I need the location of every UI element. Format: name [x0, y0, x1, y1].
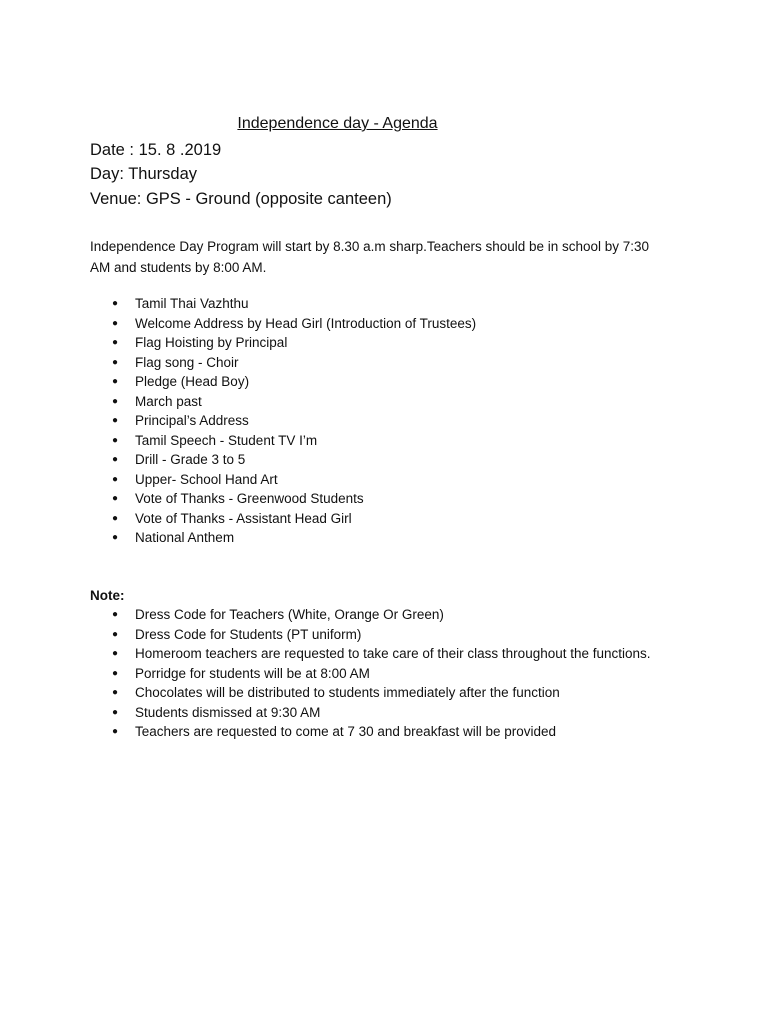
- program-item-text: Tamil Speech - Student TV I’m: [135, 432, 318, 448]
- bullet-icon: ●: [112, 317, 119, 329]
- note-item-text: Homeroom teachers are requested to take care of their class throughout the functions.: [135, 646, 651, 661]
- program-item-text: Pledge (Head Boy): [135, 374, 250, 389]
- bullet-icon: ●: [112, 493, 119, 504]
- program-item-text: Vote of Thanks - Greenwood Students: [135, 491, 364, 506]
- program-item: [90, 489, 476, 509]
- note-item-text: Chocolates will be distributed to students immediately after the function: [135, 685, 560, 700]
- note-item: [90, 722, 651, 742]
- bullet-icon: ●: [112, 395, 119, 407]
- bullet-icon: ●: [112, 687, 119, 698]
- bullet-icon: ●: [112, 706, 119, 718]
- program-item-text: March past: [135, 393, 202, 409]
- bullet-icon: ●: [112, 628, 119, 640]
- bullet-icon: ●: [112, 726, 119, 737]
- program-item-text: Flag Hoisting by Principal: [135, 335, 288, 350]
- program-list: [90, 294, 476, 548]
- program-item: [90, 509, 476, 529]
- program-item-text: Vote of Thanks - Assistant Head Girl: [135, 510, 352, 526]
- note-item: [90, 644, 651, 664]
- program-item: [90, 333, 476, 353]
- program-item-text: Drill - Grade 3 to 5: [135, 452, 246, 467]
- bullet-icon: ●: [112, 473, 119, 485]
- bullet-icon: ●: [112, 415, 119, 426]
- note-item-text: Students dismissed at 9:30 AM: [135, 704, 321, 720]
- note-label: Note:: [90, 588, 125, 603]
- event-venue: Venue: GPS - Ground (opposite canteen): [90, 190, 392, 208]
- note-item-text: Porridge for students will be at 8:00 AM: [135, 665, 370, 681]
- bullet-icon: ●: [112, 609, 119, 620]
- bullet-icon: ●: [112, 356, 119, 368]
- bullet-icon: ●: [112, 434, 119, 446]
- bullet-icon: ●: [112, 667, 119, 679]
- program-item: [90, 470, 476, 490]
- program-item-text: Tamil Thai Vazhthu: [135, 296, 249, 311]
- bullet-icon: ●: [112, 532, 119, 543]
- note-item-text: Dress Code for Teachers (White, Orange Or Green): [135, 607, 444, 622]
- program-item: [90, 450, 476, 470]
- note-item: [90, 625, 651, 645]
- program-item: [90, 372, 476, 392]
- program-item: [90, 294, 476, 314]
- event-date: Date : 15. 8 .2019: [90, 141, 222, 159]
- note-item: [90, 664, 651, 684]
- document-title: Independence day - Agenda: [237, 115, 438, 132]
- event-day: Day: Thursday: [90, 165, 197, 183]
- program-item: [90, 353, 476, 373]
- notes-list: [90, 605, 651, 742]
- bullet-icon: ●: [112, 512, 119, 524]
- intro-line-2: AM and students by 8:00 AM.: [90, 260, 267, 275]
- note-item-text: Dress Code for Students (PT uniform): [135, 626, 362, 642]
- bullet-icon: ●: [112, 376, 119, 387]
- program-item-text: Upper- School Hand Art: [135, 471, 278, 487]
- bullet-icon: ●: [112, 337, 119, 348]
- program-item-text: National Anthem: [135, 530, 235, 545]
- program-item: [90, 528, 476, 548]
- program-item: [90, 314, 476, 334]
- program-item-text: Welcome Address by Head Girl (Introduction of Trustees): [135, 315, 477, 331]
- program-item-text: Principal’s Address: [135, 413, 249, 428]
- program-item: [90, 411, 476, 431]
- note-item: [90, 703, 651, 723]
- note-item-text: Teachers are requested to come at 7 30 and breakfast will be provided: [135, 724, 556, 739]
- note-item: [90, 605, 651, 625]
- bullet-icon: ●: [112, 648, 119, 659]
- bullet-icon: ●: [112, 298, 119, 309]
- program-item: [90, 392, 476, 412]
- program-item-text: Flag song - Choir: [135, 354, 239, 370]
- intro-line-1: Independence Day Program will start by 8.30 a.m sharp.Teachers should be in school by 7:30: [90, 239, 650, 254]
- note-item: [90, 683, 651, 703]
- bullet-icon: ●: [112, 454, 119, 465]
- intro-paragraph: [90, 236, 680, 278]
- program-item: [90, 431, 476, 451]
